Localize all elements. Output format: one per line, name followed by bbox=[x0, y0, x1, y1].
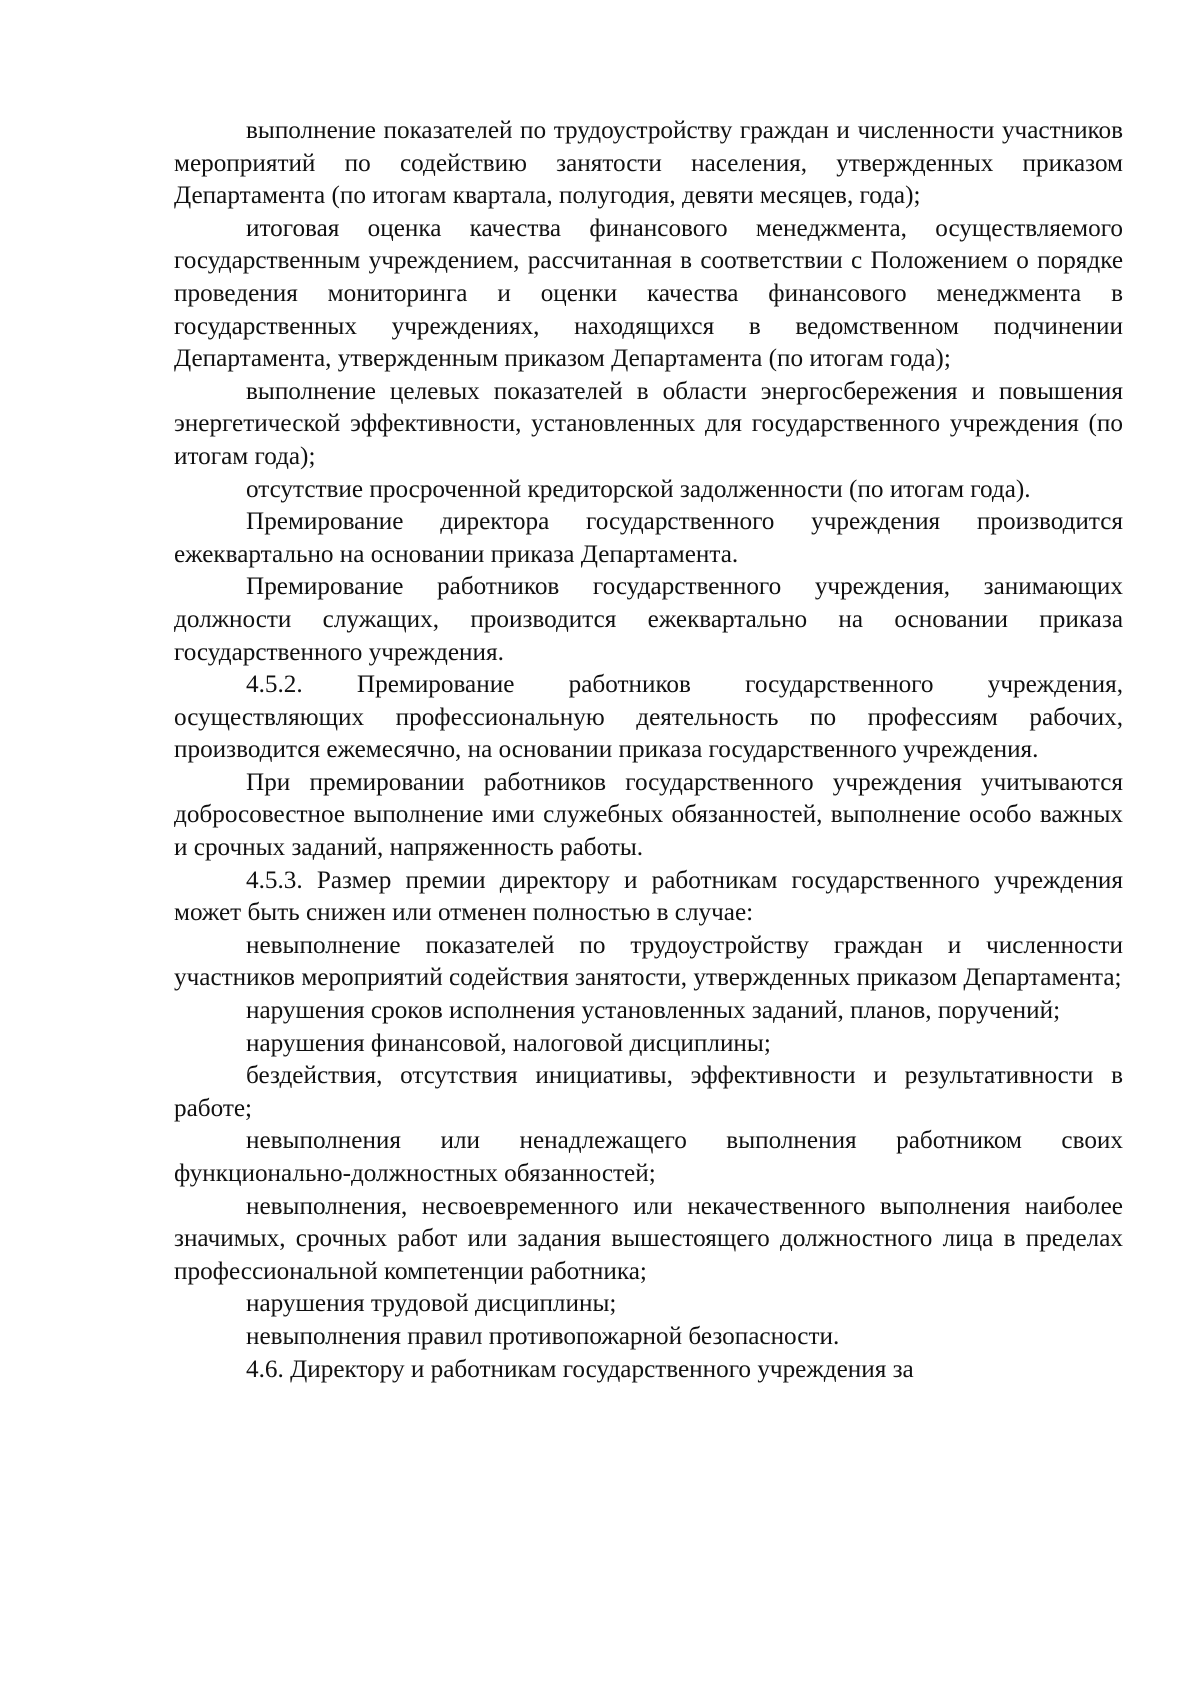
paragraph-reduction-reason-financial-discipline: нарушения финансовой, налоговой дисциплины; bbox=[246, 1029, 771, 1057]
paragraph-director-bonus: Премирование директора государственного учреждения производится ежеквартально на основании приказа Департамента. bbox=[174, 508, 1123, 568]
paragraph-employee-bonus-quarterly: Премирование работников государственного учреждения, занимающих должности служащих, производится ежеквартально на основании приказа государственного учреждения. bbox=[174, 573, 1123, 666]
paragraph-reduction-reason-deadlines: нарушения сроков исполнения установленных заданий, планов, поручений; bbox=[246, 997, 1061, 1025]
document-body bbox=[174, 115, 1123, 1386]
paragraph-energy-saving-targets: выполнение целевых показателей в области энергосбережения и повышения энергетической эффективности, установленных для государственного учреждения (по итогам года); bbox=[174, 377, 1123, 470]
paragraph-reduction-reason-labor-discipline: нарушения трудовой дисциплины; bbox=[246, 1290, 617, 1318]
paragraph-reduction-reason-inaction: бездействия, отсутствия инициативы, эффективности и результативности в работе; bbox=[174, 1062, 1123, 1122]
paragraph-reduction-reason-fire-safety: невыполнения правил противопожарной безопасности. bbox=[246, 1322, 840, 1350]
paragraph-reduction-reason-urgent-work: невыполнения, несвоевременного или некачественного выполнения наиболее значимых, срочных работ или задания вышестоящего должностного лица в пределах профессиональной компетенции работника; bbox=[174, 1192, 1123, 1285]
paragraph-reduction-reason-indicators: невыполнение показателей по трудоустройству граждан и численности участников мероприятий содействия занятости, утвержденных приказом Департамента; bbox=[174, 931, 1123, 992]
paragraph-no-overdue-payables: отсутствие просроченной кредиторской задолженности (по итогам года). bbox=[246, 475, 1031, 503]
paragraph-section-4-5-3: 4.5.3. Размер премии директору и работникам государственного учреждения может быть снижен или отменен полностью в случае: bbox=[174, 866, 1123, 927]
paragraph-section-4-6: 4.6. Директору и работникам государственного учреждения за bbox=[246, 1355, 914, 1383]
paragraph-financial-management-assessment: итоговая оценка качества финансового менеджмента, осуществляемого государственным учреждением, рассчитанная в соответствии с Положением о порядке проведения мониторинга и оценки качества финансового менеджмента в государственных учреждениях, находящихся в ведомственном подчинении Департамента, утвержденным приказом Департамента (по итогам года); bbox=[174, 214, 1123, 373]
paragraph-section-4-5-2: 4.5.2. Премирование работников государственного учреждения, осуществляющих профессиональную деятельность по профессиям рабочих, производится ежемесячно, на основании приказа государственного учреждения. bbox=[174, 671, 1123, 764]
paragraph-employment-indicators: выполнение показателей по трудоустройству граждан и численности участников мероприятий по содействию занятости населения, утвержденных приказом Департамента (по итогам квартала, полугодия, девяти месяцев, года); bbox=[174, 117, 1123, 210]
paragraph-bonus-criteria: При премировании работников государственного учреждения учитываются добросовестное выполнение ими служебных обязанностей, выполнение особо важных и срочных заданий, напряженность работы. bbox=[174, 768, 1123, 862]
paragraph-reduction-reason-duties: невыполнения или ненадлежащего выполнения работником своих функционально-должностных обязанностей; bbox=[174, 1127, 1123, 1187]
